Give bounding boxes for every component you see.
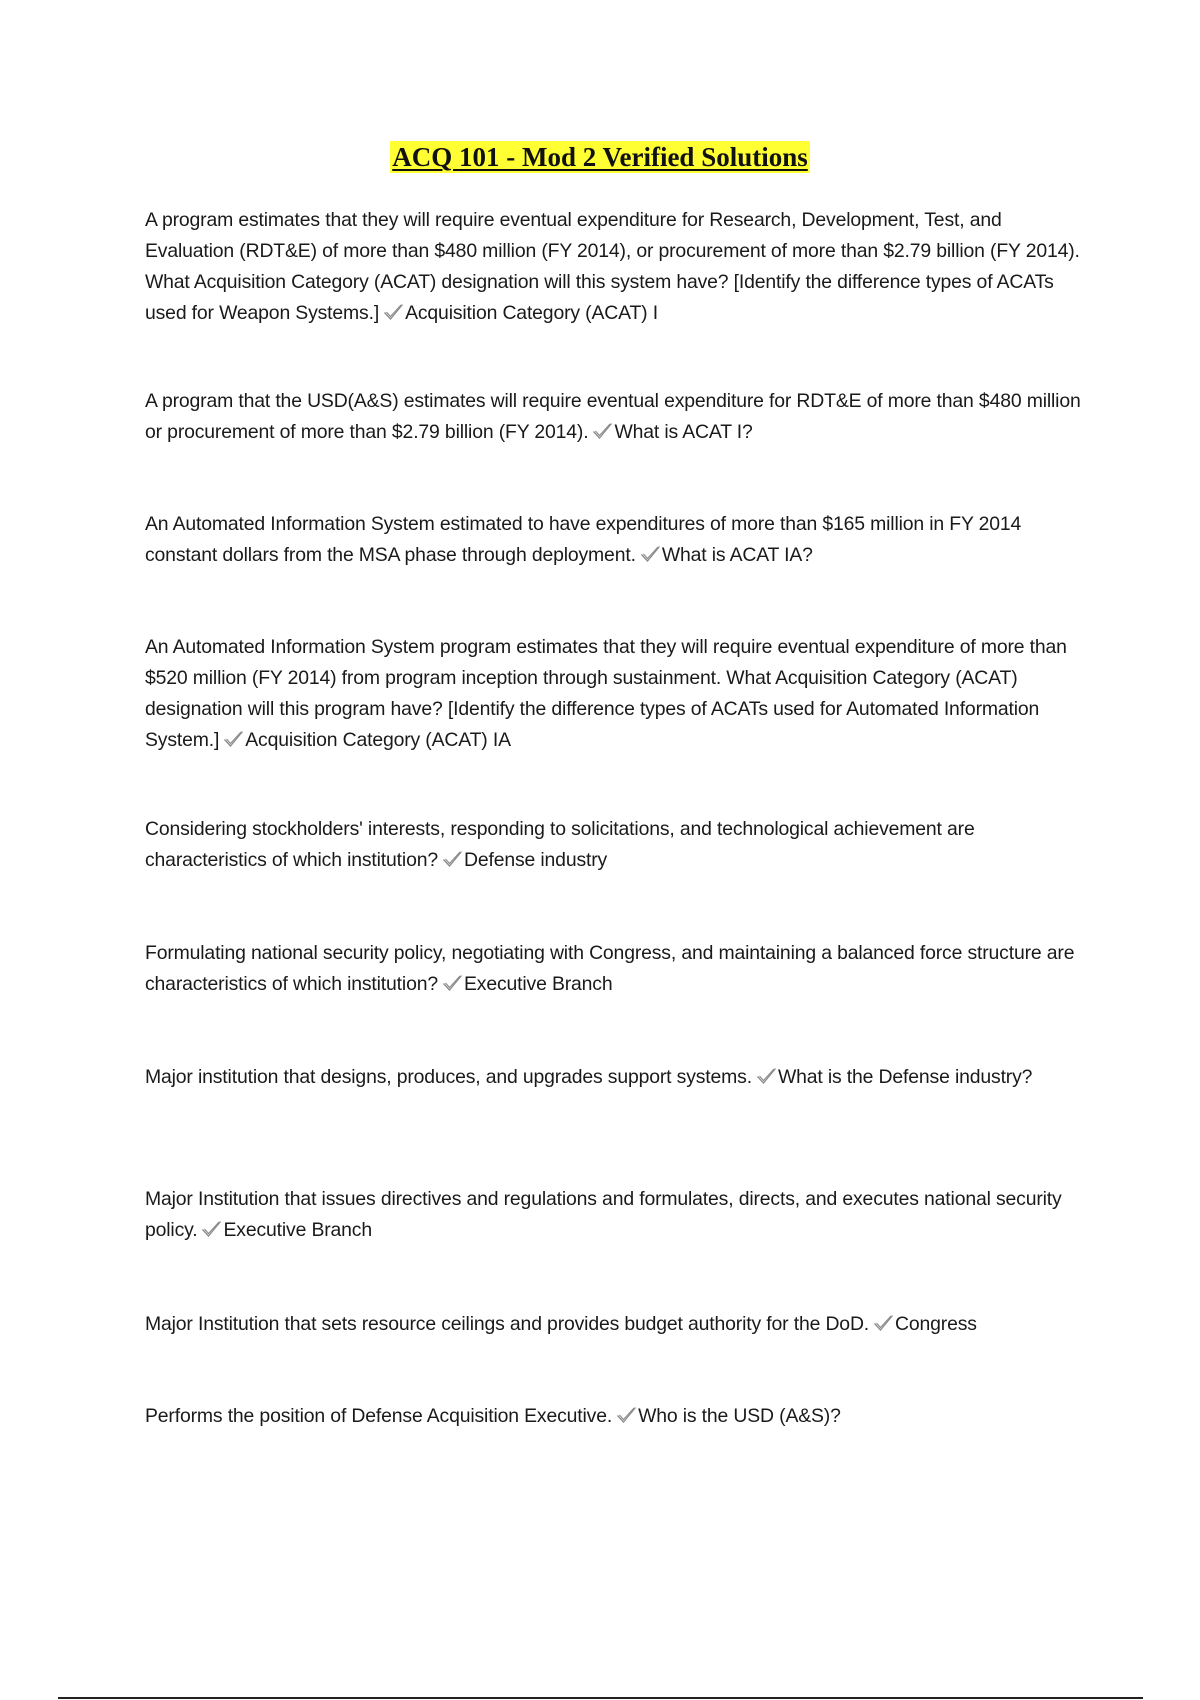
check-mark-icon [201,1220,222,1238]
qa-item-7 [145,1062,1090,1093]
answer-text: Executive Branch [463,973,613,995]
title-container [0,141,1200,173]
question-text: An Automated Information System estimated to have expenditures of more than $165 million in FY 2014 constant dollars from the MSA phase through deployment. [145,513,1022,566]
answer-text: What is ACAT IA? [661,544,813,566]
check-mark-icon [223,730,244,748]
question-text: Formulating national security policy, negotiating with Congress, and maintaining a balanced force structure are characteristics of which institution? [145,942,1075,995]
qa-item-9 [145,1309,1090,1340]
question-text: A program estimates that they will require eventual expenditure for Research, Development, Test, and Evaluation (RDT&E) of more than $480 million (FY 2014), or procurement of more than $2.79 billion (FY 2014). What Acquisition Category (ACAT) designation will this system have? [Identify the difference types of ACATs used for Weapon Systems.] [145,209,1080,324]
answer-text: What is the Defense industry? [777,1066,1033,1088]
qa-item-10 [145,1401,1090,1432]
question-text: Major institution that designs, produces, and upgrades support systems. [145,1066,752,1088]
qa-item-1 [145,205,1090,329]
document-title: ACQ 101 - Mod 2 Verified Solutions [392,142,808,172]
check-mark-icon [756,1067,777,1085]
qa-item-5 [145,814,1090,876]
check-mark-icon [640,545,661,563]
qa-item-4 [145,632,1090,756]
check-mark-icon [383,303,404,321]
qa-item-8 [145,1184,1090,1246]
answer-text: Defense industry [463,849,608,871]
answer-text: Acquisition Category (ACAT) IA [245,729,511,751]
answer-text: What is ACAT I? [614,421,753,443]
check-mark-icon [592,422,613,440]
check-mark-icon [442,850,463,868]
answer-text: Congress [895,1313,977,1335]
question-text: An Automated Information System program estimates that they will require eventual expenditure of more than $520 million (FY 2014) from program inception through sustainment. What Acquisition Category (ACAT) designation will this program have? [Identify the difference types of ACATs used for Automated Information System.] [145,636,1067,751]
check-mark-icon [873,1314,894,1332]
question-text: Considering stockholders' interests, responding to solicitations, and technological achievement are characteristics of which institution? [145,818,975,871]
question-text: A program that the USD(A&S) estimates will require eventual expenditure for RDT&E of more than $480 million or procurement of more than $2.79 billion (FY 2014). [145,390,1081,443]
qa-item-3 [145,509,1090,571]
check-mark-icon [442,974,463,992]
question-text: Performs the position of Defense Acquisition Executive. [145,1405,613,1427]
answer-text: Acquisition Category (ACAT) I [405,302,658,324]
qa-item-2 [145,386,1090,448]
question-text: Major Institution that sets resource ceilings and provides budget authority for the DoD. [145,1313,870,1335]
question-text: Major Institution that issues directives and regulations and formulates, directs, and executes national security policy. [145,1188,1062,1241]
answer-text: Executive Branch [223,1219,372,1241]
check-mark-icon [616,1406,637,1424]
answer-text: Who is the USD (A&S)? [638,1405,841,1427]
footer-divider [58,1697,1143,1699]
qa-item-6 [145,938,1090,1000]
